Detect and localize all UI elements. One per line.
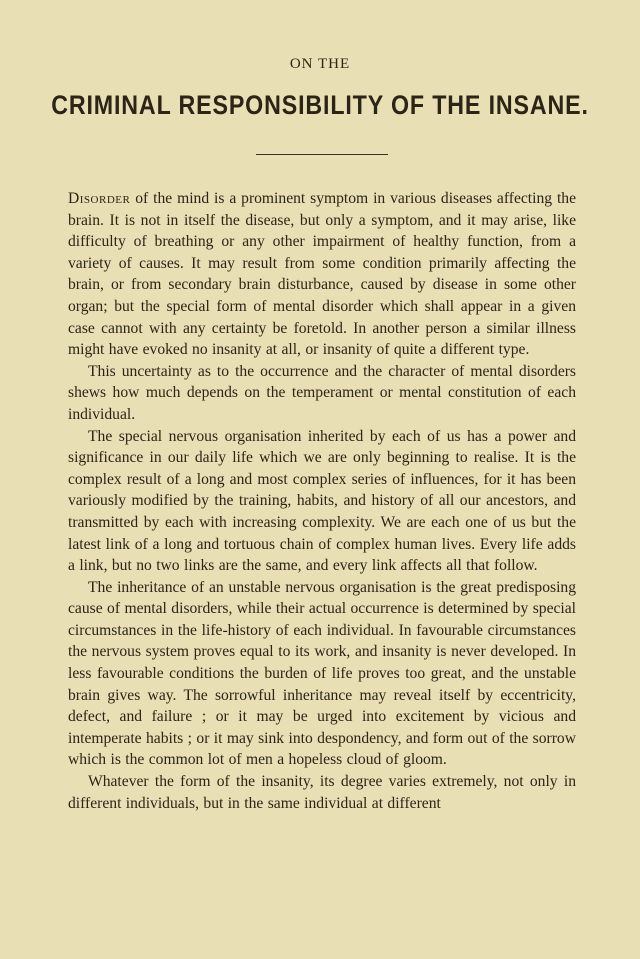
paragraph-2: This uncertainty as to the occurrence and the character of mental disorders shews how much depends on the temperament or mental constitution of each individual.: [68, 362, 576, 423]
pre-heading: ON THE: [289, 56, 351, 72]
chapter-title: CRIMINAL RESPONSIBILITY OF THE INSANE.: [51, 90, 589, 120]
title-divider: [256, 154, 388, 155]
body-text: [68, 188, 576, 814]
paragraph-1-text: of the mind is a prominent symptom in various diseases affecting the brain. It is not in itself the disease, but only a symptom, and it may arise, like difficulty of breathing or any other impairment of healthy function, from a variety of causes. It may result from some condition primarily affecting the brain, or from secondary brain disturbance, caused by disease in some other organ; but the special form of mental disorder which shall appear in a given case cannot with any certainty be foretold. In another person a similar illness might have evoked no insanity at all, or insanity of quite a different type.: [68, 190, 576, 359]
lead-word: Disorder: [68, 190, 131, 207]
paragraph-5: Whatever the form of the insanity, its degree varies extremely, not only in different individuals, but in the same individual at different: [68, 773, 576, 812]
paragraph-3: The special nervous organisation inherited by each of us has a power and significance in our daily life which we are only beginning to realise. It is the complex result of a long and most complex series of influences, for it has been variously modified by the training, habits, and history of all our ancestors, and transmitted by each with increasing complexity. We are each one of us but the latest link of a long and tortuous chain of complex human lives. Every life adds a link, but no two links are the same, and every link affects all that follow.: [68, 427, 576, 575]
paragraph-4: The inheritance of an unstable nervous organisation is the great predisposing cause of mental disorders, while their actual occurrence is determined by special circumstances in the life-history of each individual. In favourable circumstances the nervous system proves equal to its work, and insanity is never developed. In less favourable conditions the burden of life proves too great, and the unstable brain gives way. The sorrowful inheritance may reveal itself by eccentricity, defect, and failure ; or it may be urged into excitement by vicious and intemperate habits ; or it may sink into despondency, and form out of the sorrow which is the common lot of men a hopeless cloud of gloom.: [68, 578, 576, 769]
paragraph-1: [68, 188, 576, 361]
